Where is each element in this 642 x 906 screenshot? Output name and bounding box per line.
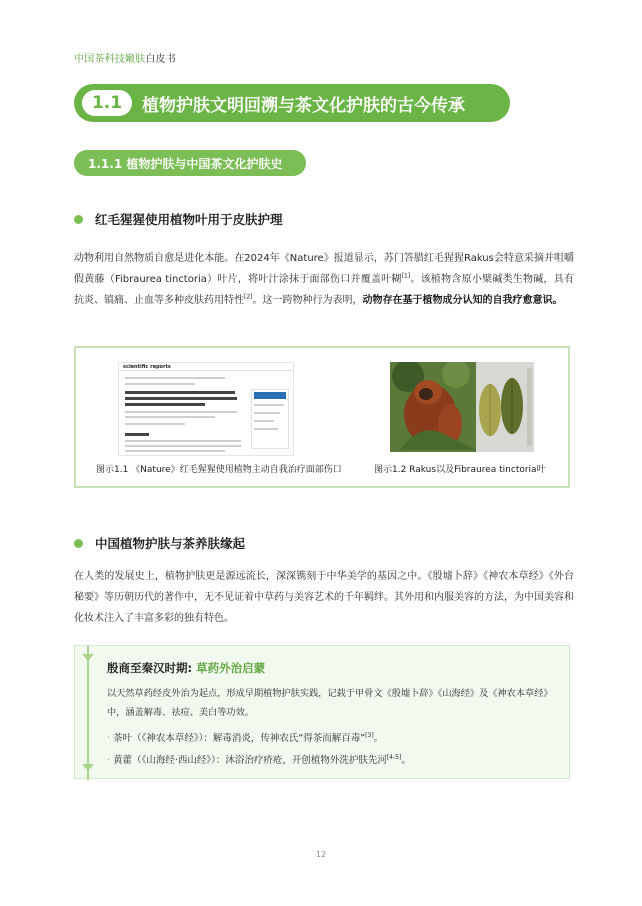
timeline-description: 以天然草药经皮外治为起点，形成早期植物护肤实践，记载于甲骨文《殷墟卜辞》《山海经》及《神农本草经》中，涵盖解毒、祛痘、美白等功效。	[107, 688, 553, 718]
timeline-period-title	[107, 660, 265, 676]
paragraph-orangutan	[74, 248, 574, 311]
timeline-item-huanghuo	[107, 752, 411, 766]
section-title: 植物护肤文明回溯与茶文化护肤的古今传承	[142, 95, 465, 116]
timeline-item-tea-end: 。	[373, 733, 384, 744]
timeline-period: 殷商至秦汉时期:	[107, 661, 193, 675]
ref-2[interactable]: [2]	[244, 293, 253, 301]
heading-chinese-plant-skincare-text: 中国植物护肤与茶养肤缘起	[95, 536, 246, 551]
section-number: 1.1	[82, 90, 132, 116]
bullet-dot-icon	[74, 215, 83, 224]
para1-bold: 动物存在基于植物成分认知的自我疗愈意识。	[362, 295, 563, 306]
fig1-site-name: scientific reports	[119, 363, 293, 371]
ref-4-5[interactable]: [4-5]	[386, 753, 402, 761]
para1-text-b: 。该植物含原小檗碱类生物碱，具有抗炎、镇痛、止血等多种皮肤药用特性	[74, 274, 575, 306]
header-brand: 中国茶科技嫩肤	[74, 54, 146, 65]
timeline-line	[87, 646, 89, 780]
figure-caption-1: 图示1.1 《Nature》红毛猩猩使用植物主动自我治疗面部伤口	[96, 465, 342, 475]
bullet-dot-icon: ·	[107, 733, 111, 744]
timeline-period-theme: 草药外治启蒙	[196, 661, 266, 675]
bullet-dot-icon	[74, 539, 83, 548]
page-number: 12	[315, 850, 327, 859]
running-header	[74, 50, 176, 65]
para1-text-c: 。这一跨物种行为表明，	[252, 295, 363, 306]
timeline-item-tea-text: 茶叶（《神农本草经》）：解毒消炎，传神农氏“得茶而解百毒”	[113, 733, 366, 744]
ref-1[interactable]: [1]	[401, 272, 411, 280]
timeline-item-tea	[107, 730, 383, 744]
header-suffix: 白皮书	[145, 54, 177, 65]
para1-text-a: 动物利用自然物质自愈是进化本能。在2024年《Nature》报道显示，苏门答腊红毛猩猩Rakus会特意采摘并咀嚼假黄藤（Fibraurea tinctoria）叶片，将叶汁涂抹于面部伤口并覆盖叶糊	[74, 253, 574, 285]
heading-orangutan	[74, 210, 283, 228]
subsection-title: 1.1.1 植物护肤与中国茶文化护肤史	[74, 150, 306, 176]
figure-box	[74, 346, 570, 488]
timeline-arrow-icon	[82, 764, 94, 771]
timeline-arrow-icon	[82, 654, 94, 661]
timeline-item-huanghuo-end: 。	[401, 755, 411, 766]
bullet-dot-icon: ·	[107, 755, 111, 766]
ref-3[interactable]: [3]	[365, 731, 374, 739]
figure-caption-2: 图示1.2 Rakus以及Fibraurea tinctoria叶	[374, 465, 546, 475]
paragraph-chinese-plant-skincare: 在人类的发展史上，植物护肤更是源远流长，深深镌刻于中华美学的基因之中。《殷墟卜辞》《神农本草经》《外台秘要》等历朝历代的著作中，无不见证着中草药与美容艺术的千年羁绊。其外用和内服美容的方法，为中国美容和化妆术注入了丰富多彩的独有特色。	[74, 571, 574, 624]
figure-orangutan-and-leaves	[390, 362, 534, 452]
section-title-banner	[74, 84, 510, 122]
timeline-box	[74, 645, 570, 779]
figure-nature-article-screenshot	[118, 362, 294, 456]
timeline-item-huanghuo-text: 黄藿（《山海经·西山经》）：沐浴治疗疥疮，开创植物外洗护肤先河	[113, 755, 387, 766]
heading-chinese-plant-skincare	[74, 534, 245, 552]
fig1-download-button	[254, 392, 286, 399]
fig1-side-panel	[251, 389, 289, 449]
heading-orangutan-text: 红毛猩猩使用植物叶用于皮肤护理	[95, 212, 283, 227]
